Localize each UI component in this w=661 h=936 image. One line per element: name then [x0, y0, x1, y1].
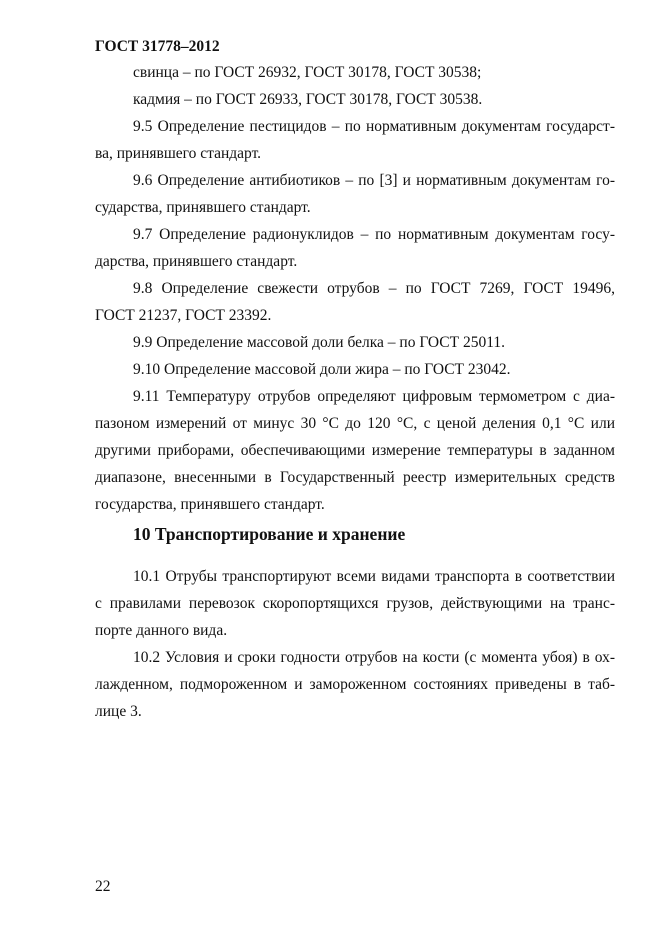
text-line: порте данного вида.	[95, 622, 228, 639]
text-line: государства, принявшего стандарт.	[95, 496, 325, 513]
text-line: 9.5 Определение пестицидов – по нормативным документам государст-	[133, 118, 615, 135]
text-line: ва, принявшего стандарт.	[95, 145, 262, 162]
text-line: диапазоне, внесенными в Государственный реестр измерительных средств	[95, 469, 615, 486]
text-line: сударства, принявшего стандарт.	[95, 199, 311, 216]
text-line: 9.9 Определение массовой доли белка – по ГОСТ 25011.	[133, 334, 506, 351]
text-line: с правилами перевозок скоропортящихся грузов, действующими на транс-	[95, 595, 615, 612]
text-line: другими приборами, обеспечивающими измерение температуры в заданном	[95, 442, 615, 459]
text-line: 9.7 Определение радионуклидов – по нормативным документам госу-	[133, 226, 615, 243]
document-code-header: ГОСТ 31778–2012	[95, 38, 220, 55]
text-line: 10.1 Отрубы транспортируют всеми видами транспорта в соответствии	[133, 568, 615, 585]
page-number: 22	[95, 878, 111, 895]
text-line: кадмия – по ГОСТ 26933, ГОСТ 30178, ГОСТ 30538.	[133, 91, 483, 108]
text-line: 9.8 Определение свежести отрубов – по ГОСТ 7269, ГОСТ 19496,	[133, 280, 615, 297]
text-line: дарства, принявшего стандарт.	[95, 253, 298, 270]
text-line: 9.6 Определение антибиотиков – по [3] и нормативным документам го-	[133, 172, 615, 189]
text-line: лице 3.	[95, 703, 142, 720]
text-line: свинца – по ГОСТ 26932, ГОСТ 30178, ГОСТ 30538;	[133, 64, 482, 81]
text-line: ГОСТ 21237, ГОСТ 23392.	[95, 307, 272, 324]
text-line: 9.10 Определение массовой доли жира – по ГОСТ 23042.	[133, 361, 511, 378]
text-line: 9.11 Температуру отрубов определяют цифровым термометром с диа-	[133, 388, 615, 405]
section-heading: 10 Транспортирование и хранение	[133, 524, 406, 544]
text-line: лажденном, подмороженном и замороженном состояниях приведены в таб-	[95, 676, 615, 693]
text-line: пазоном измерений от минус 30 °С до 120 °С, с ценой деления 0,1 °С или	[95, 415, 615, 432]
text-line: 10.2 Условия и сроки годности отрубов на кости (с момента убоя) в ох-	[133, 649, 615, 666]
